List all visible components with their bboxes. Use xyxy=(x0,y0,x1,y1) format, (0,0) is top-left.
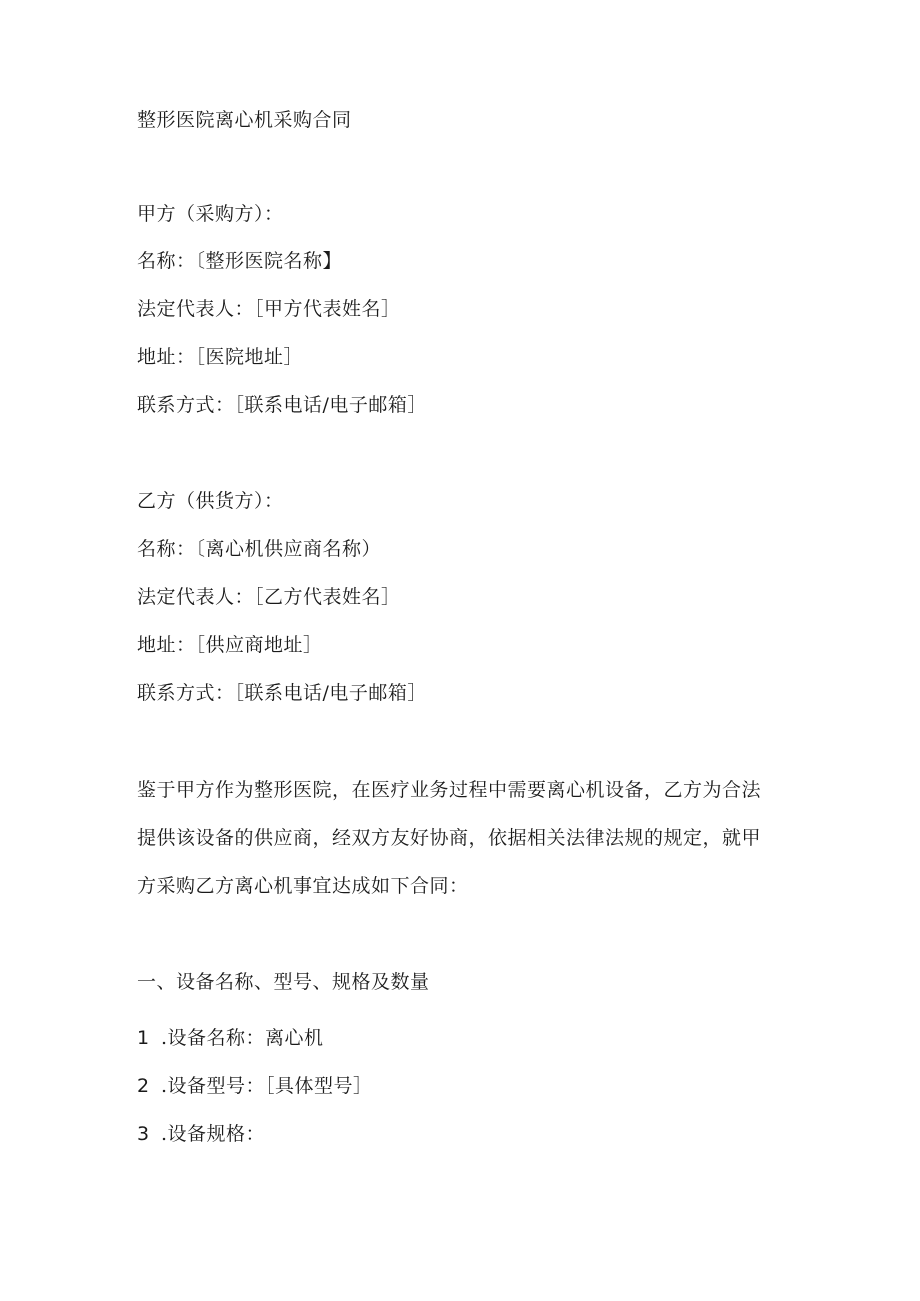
party-a-contact: 联系方式：［联系电话/电子邮箱］ xyxy=(137,394,427,416)
list-item-number: 3 xyxy=(137,1123,150,1145)
list-item-text: .设备名称：离心机 xyxy=(161,1027,324,1049)
party-a-address: 地址：［医院地址］ xyxy=(137,346,304,368)
list-item xyxy=(137,1074,373,1098)
list-item-number: 2 xyxy=(137,1075,150,1097)
list-item xyxy=(137,1122,265,1146)
preamble-paragraph: 鉴于甲方作为整形医院，在医疗业务过程中需要离心机设备，乙方为合法提供该设备的供应商，经双方友好协商，依据相关法律法规的规定，就甲方采购乙方离心机事宜达成如下合同： xyxy=(137,779,762,897)
list-item-text: .设备规格： xyxy=(161,1123,266,1145)
party-a-name: 名称：〔整形医院名称】 xyxy=(137,250,343,272)
party-b-heading: 乙方（供货方）： xyxy=(137,490,284,512)
party-b-name: 名称：〔离心机供应商名称） xyxy=(137,538,382,560)
document-title: 整形医院离心机采购合同 xyxy=(137,109,352,131)
party-b-contact: 联系方式：［联系电话/电子邮箱］ xyxy=(137,682,427,704)
section-1-heading: 一、设备名称、型号、规格及数量 xyxy=(137,971,430,993)
list-item-text: .设备型号：［具体型号］ xyxy=(161,1075,373,1097)
list-item xyxy=(137,1026,324,1050)
party-a-heading: 甲方（采购方）： xyxy=(137,203,284,225)
list-item-number: 1 xyxy=(137,1027,150,1049)
party-b-address: 地址：［供应商地址］ xyxy=(137,634,323,656)
party-b-representative: 法定代表人：［乙方代表姓名］ xyxy=(137,586,401,608)
party-a-representative: 法定代表人：［甲方代表姓名］ xyxy=(137,298,401,320)
